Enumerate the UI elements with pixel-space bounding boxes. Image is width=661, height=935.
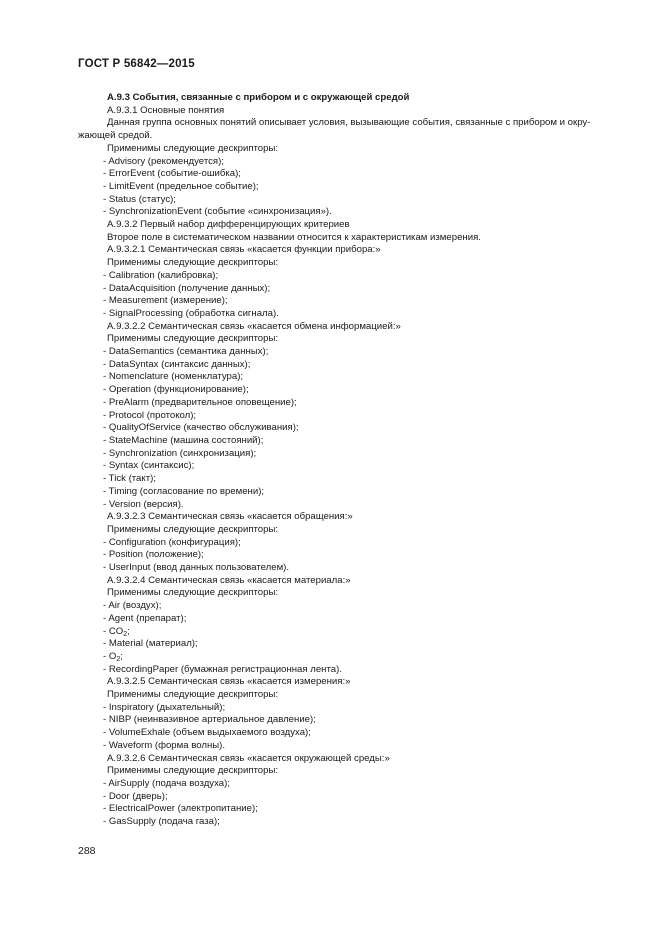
list-item — [78, 308, 618, 321]
paragraph-line — [78, 587, 618, 600]
list-item — [78, 359, 618, 372]
line-text: - Timing (согласование по времени); — [103, 485, 265, 497]
line-text: A.9.3.2.5 Семантическая связь «касается измерения:» — [107, 676, 351, 688]
list-item — [78, 460, 618, 473]
subscript: 2 — [116, 655, 121, 663]
paragraph-line — [78, 117, 618, 130]
paragraph-continuation — [78, 130, 618, 143]
list-item — [78, 600, 618, 613]
subsection-heading — [78, 105, 618, 118]
line-text: - UserInput (ввод данных пользователем). — [103, 562, 290, 574]
list-item — [78, 626, 618, 639]
line-text: - PreAlarm (предварительное оповещение); — [103, 396, 297, 408]
list-item — [78, 206, 618, 219]
list-item — [78, 295, 618, 308]
list-item — [78, 740, 618, 753]
list-item — [78, 664, 618, 677]
list-item — [78, 562, 618, 575]
line-text: - DataAcquisition (получение данных); — [103, 282, 271, 294]
line-text: - Synchronization (синхронизация); — [103, 447, 257, 459]
line-text: - ElectricalPower (электропитание); — [103, 803, 258, 815]
paragraph-line — [78, 765, 618, 778]
line-text: A.9.3.2.1 Семантическая связь «касается функции прибора:» — [107, 244, 381, 256]
paragraph-line — [78, 143, 618, 156]
line-text: - Waveform (форма волны). — [103, 739, 226, 751]
list-item — [78, 803, 618, 816]
line-text: - Position (положение); — [103, 549, 204, 561]
list-item — [78, 410, 618, 423]
line-text: - Material (материал); — [103, 638, 198, 650]
subsection-heading — [78, 676, 618, 689]
paragraph-line — [78, 257, 618, 270]
list-item — [78, 537, 618, 550]
line-text: A.9.3.2.2 Семантическая связь «касается обмена информацией:» — [107, 320, 401, 332]
list-item — [78, 181, 618, 194]
list-item — [78, 702, 618, 715]
line-text: - Protocol (протокол); — [103, 409, 197, 421]
line-text: - SignalProcessing (обработка сигнала). — [103, 307, 279, 319]
subsection-heading — [78, 219, 618, 232]
line-text: - Advisory (рекомендуется); — [103, 155, 224, 167]
paragraph-line — [78, 333, 618, 346]
list-item — [78, 448, 618, 461]
list-item — [78, 473, 618, 486]
list-item — [78, 651, 618, 664]
line-text: - SynchronizationEvent (событие «синхронизация»). — [103, 206, 332, 218]
line-text: - QualityOfService (качество обслуживания); — [103, 422, 299, 434]
subsection-heading — [78, 753, 618, 766]
line-text: Применимы следующие дескрипторы: — [107, 523, 279, 535]
line-text: A.9.3.1 Основные понятия — [107, 104, 225, 116]
line-text: - Inspiratory (дыхательный); — [103, 701, 226, 713]
list-item — [78, 778, 618, 791]
subsection-heading — [78, 575, 618, 588]
line-text: - StateMachine (машина состояний); — [103, 434, 264, 446]
line-text: Данная группа основных понятий описывает условия, вызывающие события, связанные с прибором и окру- — [107, 117, 591, 129]
list-item — [78, 397, 618, 410]
subsection-heading — [78, 511, 618, 524]
list-item — [78, 371, 618, 384]
line-text: - NIBP (неинвазивное артериальное давление); — [103, 714, 316, 726]
line-suffix: ; — [127, 625, 130, 637]
line-text: - Syntax (синтаксис); — [103, 460, 195, 472]
line-text: - Tick (такт); — [103, 473, 156, 485]
list-item — [78, 422, 618, 435]
document-header: ГОСТ Р 56842—2015 — [78, 58, 195, 70]
line-text: Применимы следующие дескрипторы: — [107, 333, 279, 345]
page-number: 288 — [78, 845, 96, 857]
line-text: - Operation (функционирование); — [103, 384, 249, 396]
line-text: - O — [103, 650, 117, 662]
line-text: A.9.3.2.4 Семантическая связь «касается материала:» — [107, 574, 351, 586]
document-body — [78, 92, 618, 829]
line-text: - GasSupply (подача газа); — [103, 816, 220, 828]
line-text: Второе поле в систематическом названии относится к характеристикам измерения. — [107, 231, 481, 243]
line-text: - ErrorEvent (событие-ошибка); — [103, 168, 241, 180]
list-item — [78, 346, 618, 359]
line-text: Применимы следующие дескрипторы: — [107, 257, 279, 269]
list-item — [78, 791, 618, 804]
line-text: A.9.3.2.6 Семантическая связь «касается окружающей среды:» — [107, 752, 390, 764]
line-text: A.9.3 События, связанные с прибором и с окружающей средой — [107, 92, 410, 103]
list-item — [78, 816, 618, 829]
line-text: A.9.3.2.3 Семантическая связь «касается обращения:» — [107, 511, 353, 523]
list-item — [78, 270, 618, 283]
list-item — [78, 613, 618, 626]
paragraph-line — [78, 524, 618, 537]
subsection-heading — [78, 321, 618, 334]
paragraph-line — [78, 232, 618, 245]
list-item — [78, 384, 618, 397]
list-item — [78, 714, 618, 727]
line-text: Применимы следующие дескрипторы: — [107, 765, 279, 777]
line-text: - Air (воздух); — [103, 600, 162, 612]
list-item — [78, 486, 618, 499]
list-item — [78, 194, 618, 207]
line-text: жающей средой. — [78, 130, 153, 142]
line-text: - Agent (препарат); — [103, 612, 187, 624]
line-text: - VolumeExhale (объем выдыхаемого воздуха); — [103, 727, 311, 739]
line-text: - RecordingPaper (бумажная регистрационная лента). — [103, 663, 342, 675]
line-text: - Measurement (измерение); — [103, 295, 228, 307]
line-text: - DataSyntax (синтаксис данных); — [103, 358, 251, 370]
list-item — [78, 638, 618, 651]
line-text: - CO — [103, 625, 124, 637]
line-text: - AirSupply (подача воздуха); — [103, 777, 230, 789]
list-item — [78, 499, 618, 512]
line-suffix: ; — [120, 650, 123, 662]
list-item — [78, 435, 618, 448]
line-text: A.9.3.2 Первый набор дифференцирующих критериев — [107, 219, 350, 231]
line-text: - Configuration (конфигурация); — [103, 536, 241, 548]
line-text: Применимы следующие дескрипторы: — [107, 587, 279, 599]
line-text: - LimitEvent (предельное событие); — [103, 180, 259, 192]
subsection-heading — [78, 244, 618, 257]
line-text: - DataSemantics (семантика данных); — [103, 346, 269, 358]
line-text: Применимы следующие дескрипторы: — [107, 142, 279, 154]
section-heading — [78, 92, 618, 105]
subscript: 2 — [123, 630, 128, 638]
line-text: - Version (версия). — [103, 498, 184, 510]
list-item — [78, 156, 618, 169]
list-item — [78, 283, 618, 296]
list-item — [78, 549, 618, 562]
line-text: - Door (дверь); — [103, 790, 168, 802]
line-text: Применимы следующие дескрипторы: — [107, 689, 279, 701]
paragraph-line — [78, 689, 618, 702]
line-text: - Calibration (калибровка); — [103, 269, 219, 281]
line-text: - Status (статус); — [103, 193, 176, 205]
list-item — [78, 727, 618, 740]
line-text: - Nomenclature (номенклатура); — [103, 371, 244, 383]
list-item — [78, 168, 618, 181]
